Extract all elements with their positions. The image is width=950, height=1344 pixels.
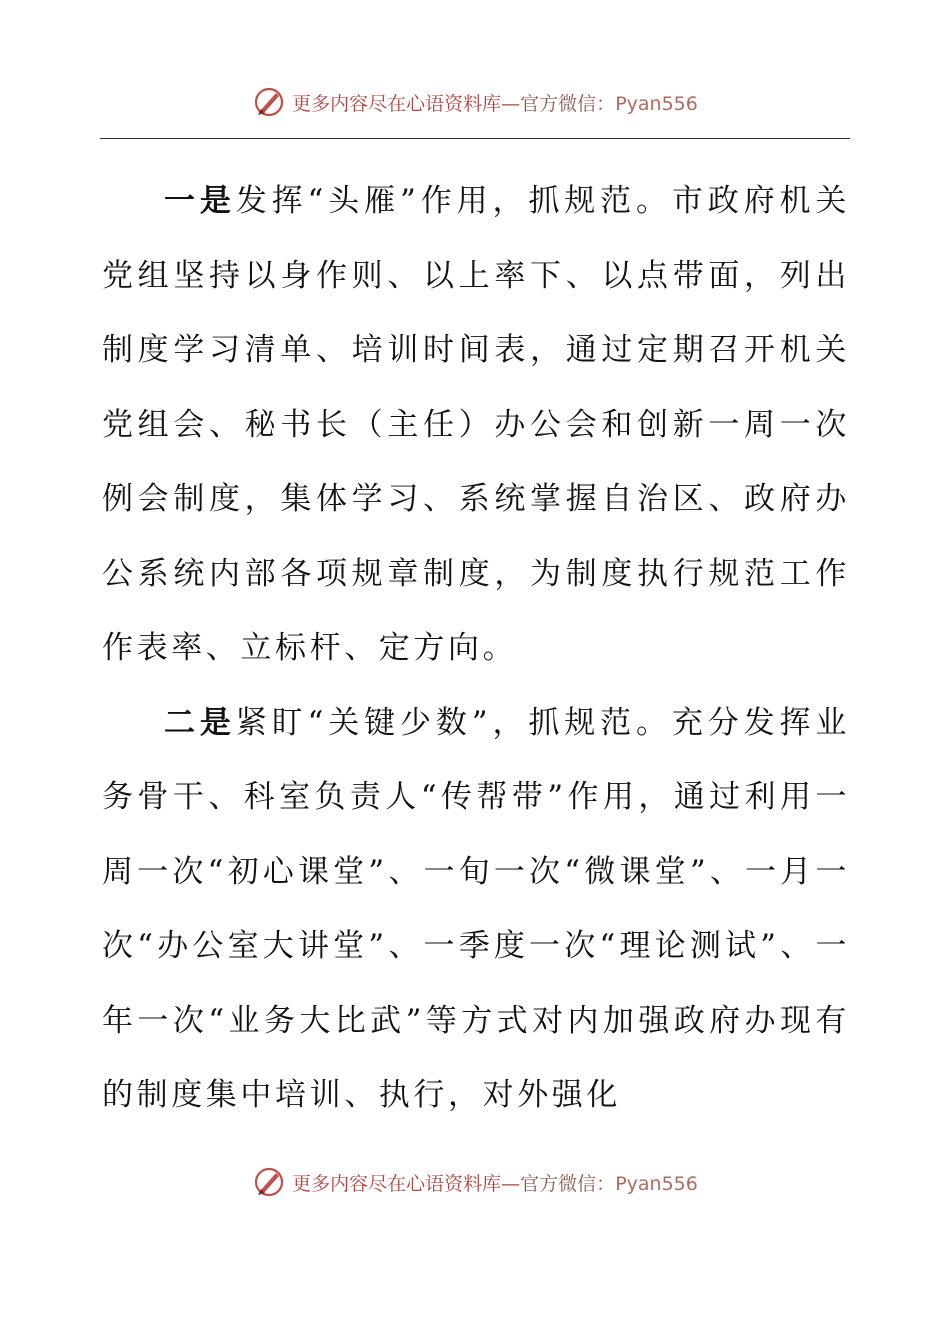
footer-banner xyxy=(0,1162,950,1202)
paragraph-text: 紧盯“关键少数”，抓规范。充分发挥业务骨干、科室负责人“传帮带”作用，通过利用一周一次“初心课堂”、一旬一次“微课堂”、一月一次“办公室大讲堂”、一季度一次“理论测试”、一年一次“业务大比武”等方式对内加强政府办现有的制度集中培训、执行，对外强化 xyxy=(102,704,850,1113)
pen-circle-icon xyxy=(252,1165,286,1199)
header-banner-text: 更多内容尽在心语资料库—官方微信：Pyan556 xyxy=(292,92,698,115)
paragraph xyxy=(102,164,850,686)
paragraph-lead: 二是 xyxy=(164,704,236,741)
header-banner xyxy=(0,82,950,122)
document-body xyxy=(102,164,850,1133)
paragraph xyxy=(102,686,850,1133)
paragraph-text: 发挥“头雁”作用，抓规范。市政府机关党组坚持以身作则、以上率下、以点带面，列出制度学习清单、培训时间表，通过定期召开机关党组会、秘书长（主任）办公会和创新一周一次例会制度，集体学习、系统掌握自治区、政府办公系统内部各项规章制度，为制度执行规范工作作表率、立标杆、定方向。 xyxy=(102,183,850,666)
footer-banner-text: 更多内容尽在心语资料库—官方微信：Pyan556 xyxy=(292,1172,698,1195)
header-divider xyxy=(100,138,850,139)
pen-circle-icon xyxy=(252,85,286,119)
paragraph-lead: 一是 xyxy=(164,183,236,219)
